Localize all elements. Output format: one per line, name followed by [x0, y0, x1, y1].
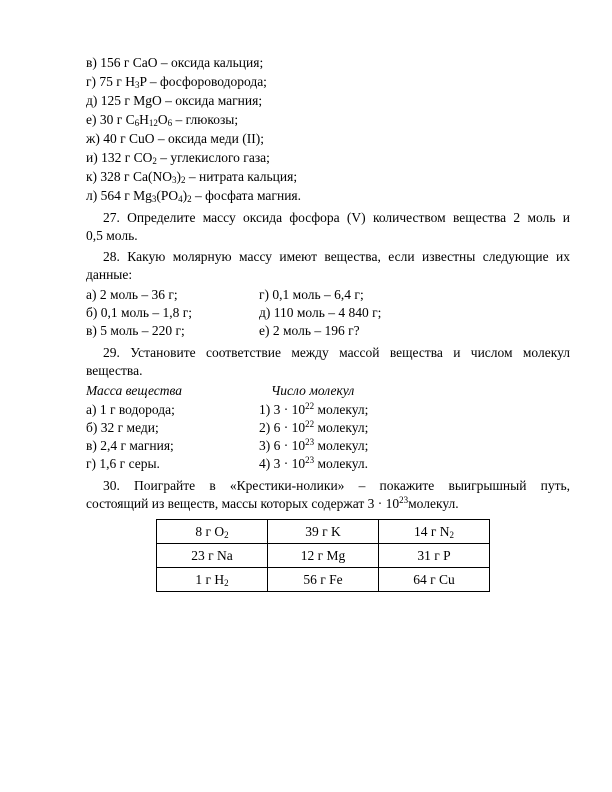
- task-29-header-molecules: Число молекул: [271, 383, 355, 398]
- grid-row: [157, 568, 490, 592]
- task-28-option-d: д) 110 моль – 4 840 г;: [259, 305, 382, 320]
- grid-cell[interactable]: 31 г P: [379, 544, 490, 568]
- task-27-line-1: 27. Определите массу оксида фосфора (V) количеством вещества 2 моль и: [103, 210, 570, 225]
- grid-cell[interactable]: 8 г $O_2$: [157, 520, 268, 544]
- grid-cell[interactable]: 23 г Na: [157, 544, 268, 568]
- list-item-e: е) 30 г $C_6H_{12}O_6$ – глюкозы;: [86, 112, 239, 128]
- task-29-left-v: в) 2,4 г магния;: [86, 438, 174, 453]
- task-29-left-g: г) 1,6 г серы.: [86, 456, 160, 471]
- task-29-header-mass: Масса вещества: [86, 383, 183, 398]
- list-item-zh: ж) 40 г CuO – оксида меди (II);: [86, 131, 264, 146]
- grid-cell[interactable]: 12 г Mg: [268, 544, 379, 568]
- task-29-right-3: 3) $6 \cdot 10^{23}$ молекул;: [259, 437, 369, 453]
- task-29-left-b: б) 32 г меди;: [86, 420, 159, 435]
- task-28-line-1: 28. Какую молярную массу имеют вещества, если известны следующие их: [103, 249, 570, 264]
- grid-cell[interactable]: 39 г K: [268, 520, 379, 544]
- grid-cell[interactable]: 1 г $H_2$: [157, 568, 268, 592]
- grid-cell[interactable]: 64 г Cu: [379, 568, 490, 592]
- grid-cell[interactable]: 56 г Fe: [268, 568, 379, 592]
- list-item-l: л) 564 г $Mg_3(PO_4)_2$ – фосфата магния.: [86, 188, 301, 204]
- list-item-d: д) 125 г MgO – оксида магния;: [86, 93, 263, 108]
- task-28-option-g: г) 0,1 моль – 6,4 г;: [259, 287, 364, 302]
- task-28-option-v: в) 5 моль – 220 г;: [86, 323, 185, 338]
- task-27-line-2: 0,5 моль.: [86, 228, 138, 243]
- list-item-v: в) 156 г CaO – оксида кальция;: [86, 55, 264, 70]
- task-28-option-e: е) 2 моль – 196 г?: [259, 323, 360, 338]
- task-28-option-a: а) 2 моль – 36 г;: [86, 287, 178, 302]
- grid-cell[interactable]: 14 г $N_2$: [379, 520, 490, 544]
- task-28-line-2: данные:: [86, 267, 133, 282]
- task-30-line-2: состоящий из веществ, массы которых содержат $3 \cdot 10^{23}молекул$.: [86, 495, 459, 511]
- task-29-line-2: вещества.: [86, 363, 143, 378]
- list-item-g: г) 75 г $H_3P$ – фосфороводорода;: [86, 74, 267, 90]
- tic-tac-toe-grid: [156, 519, 490, 592]
- grid-row: [157, 544, 490, 568]
- task-28-option-b: б) 0,1 моль – 1,8 г;: [86, 305, 193, 320]
- task-29-right-4: 4) $3 \cdot 10^{23}$ молекул.: [259, 455, 368, 471]
- list-item-k: к) 328 г $Ca(NO_3)_2$ – нитрата кальция;: [86, 169, 298, 185]
- task-29-left-a: а) 1 г водорода;: [86, 402, 175, 417]
- task-29-right-2: 2) $6 \cdot 10^{22}$ молекул;: [259, 419, 369, 435]
- list-item-i: и) 132 г $CO_2$ – углекислого газа;: [86, 150, 270, 166]
- grid-row: [157, 520, 490, 544]
- task-29-line-1: 29. Установите соответствие между массой вещества и числом молекул: [103, 345, 570, 360]
- task-29-right-1: 1) $3 \cdot 10^{22}$ молекул;: [259, 401, 369, 417]
- task-30-line-1: 30. Поиграйте в «Крестики-нолики» – покажите выигрышный путь,: [103, 478, 570, 493]
